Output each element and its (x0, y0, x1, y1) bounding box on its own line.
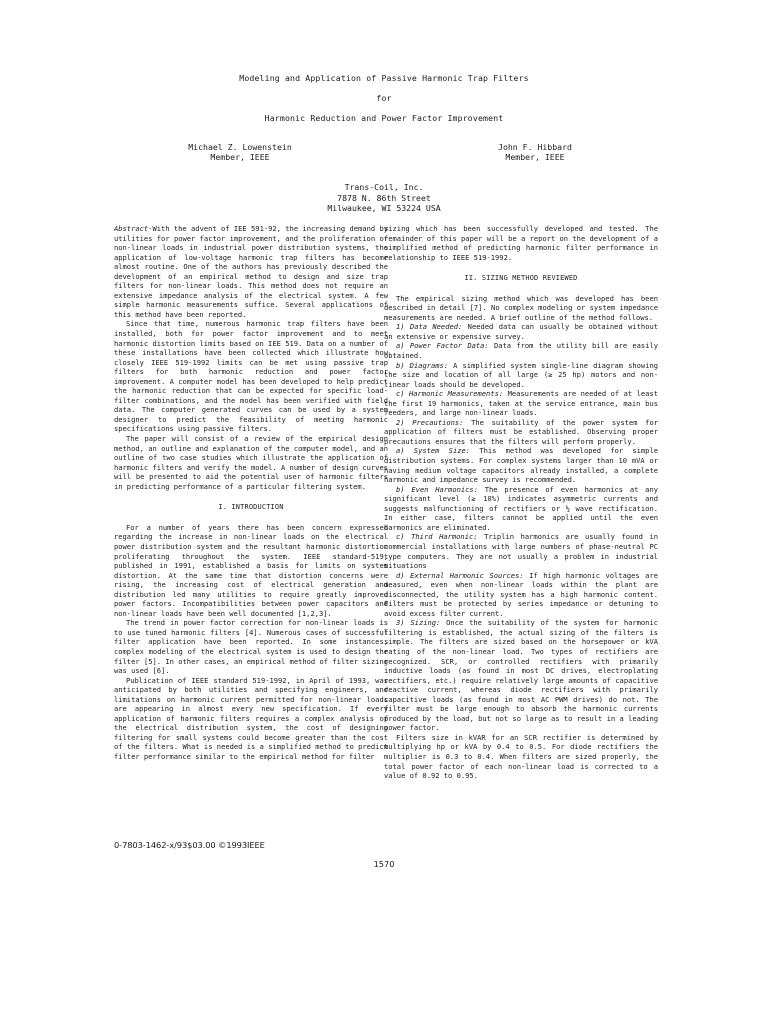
list-item-text: A simplified system single-line diagram showing the size and location of all large (≥ 25 hp) motors and non-linear loads should be developed. (384, 360, 659, 389)
list-item-text: This method was developed for simple distribution systems. For complex systems larger than 10 mVA or having medium voltage capacitors already installed, a complete harmonic and impedance survey is recommended. (384, 446, 658, 485)
author-block-2 (470, 142, 600, 162)
list-item-label: 3) Sizing: (396, 618, 441, 628)
list-item-label: 1) Data Needed: (396, 322, 463, 332)
continuation-paragraph: sizing which has been successfully developed and tested. The remainder of this paper will be a report on the development of a simplified method of predicting harmonic filter performance in relationship to IEEE 519-1992. (384, 224, 658, 262)
list-item-label: a) Power Factor Data: (396, 341, 489, 351)
left-column (114, 224, 388, 762)
final-paragraph: Filters size in kVAR for an SCR rectifier is determined by multiplying hp or kVA by 0.4 to 0.5. For diode rectifiers the multiplier is 0.3 to 0.4. When filters are sized properly, the total power factor of each non-linear load is corrected to a value of 0.92 to 0.95. (384, 732, 658, 781)
section-heading-introduction: I. INTRODUCTION (218, 503, 284, 512)
abstract-text: -With the advent of IEE 591-92, the increasing demand by utilities for power factor improvement, and the proliferation of non-linear loads in industrial power distribution systems, the application of low-voltage harmonic trap filters has become almost routine. One of the authors has previously described the development of an empirical method to design and size trap filters for non-linear loads. This method does not require an extensive impedance analysis of the electrical system. A few simple harmonic measurements suffice. Several applications of this method have been reported. (114, 224, 388, 319)
intro-paragraph-3: Publication of IEEE standard 519-1992, in April of 1993, was anticipated by both utilities and specifying engineers, and limitations on harmonic current permitted for non-linear loads are appearing in almost every new specification. If every application of harmonic filters requires a complex analysis of the electrical distribution system, the cost of designing filtering for small systems could become greater than the cost of the filters. What is needed is a simplified method to predict filter performance similar to the empirical method for filter (114, 675, 388, 761)
list-item-text: If high harmonic voltages are measured, even when non-linear loads within the plant are disconnected, the utility system has a high harmonic content. Filters must be protected by series impedance or detuning to avoid excess filter current. (384, 570, 658, 618)
affiliation (0, 182, 768, 214)
list-item (384, 389, 658, 418)
list-item-label: b) Diagrams: (396, 360, 449, 370)
list-item-label: 2) Precautions: (396, 417, 464, 427)
list-item-label: b) Even Harmonics: (396, 484, 478, 494)
intro-paragraph-1: For a number of years there has been concern expressed regarding the increase in non-linear loads on the electrical power distribution system and the resultant harmonic distortion proliferating throughout the system. IEEE standard-519, published in 1991, established a basis for limits on system distortion. At the same time that distortion concerns were rising, the increasing cost of electrical generation and distribution led many utilities to require greatly improved power factors. Incompatibilities between power capacitors and non-linear loads have been well documented [1,2,3]. (114, 522, 388, 618)
list-item-text: The suitability of the power system for application of filters must be established. Observing proper precautions ensures that the filters will perform properly. (384, 417, 658, 446)
right-column (384, 224, 658, 781)
list-item-text: Triplin harmonics are usually found in commercial installations with large numbers of phase-neutral PC type computers. They are not usually a problem in industrial situations (384, 532, 658, 571)
section-heading-sizing-method: II. SIZING METHOD REVIEWED (464, 274, 578, 283)
sizing-intro-paragraph: The empirical sizing method which was developed has been described in detail [7]. No complex modeling or system impedance measurements are needed. A brief outline of the method follows. (384, 293, 658, 322)
paper-title-line-1: Modeling and Application of Passive Harmonic Trap Filters (239, 73, 529, 83)
list-item-text: The presence of even harmonics at any significant level (≥ 10%) indicates asymmetric currents and suggests malfunctioning of rectifiers or ½ wave rectification. In either case, filters cannot be applied until the even harmonics are eliminated. (384, 484, 658, 532)
list-item (384, 618, 658, 733)
list-item-label: c) Harmonic Measurements: (396, 389, 504, 399)
list-item (384, 341, 658, 360)
list-item (384, 322, 658, 341)
list-item-label: c) Third Harmonic: (396, 532, 478, 542)
list-item (384, 571, 658, 619)
abstract-paragraph-2: Since that time, numerous harmonic trap filters have been installed, both for power factor improvement and to meet harmonic distortion limits based on IEE 519. Data on a number of these installations have been collected which illustrate how closely IEEE 519-1992 limits can be met using passive trap filters for both harmonic reduction and power factor improvement. A computer model has been developed to help predict the harmonic reduction that can be expected for specific load-filter combinations, and the model has been verified with field data. The computer generated curves can be used by a system designer to predict the feasibility of meeting harmonic specifications using passive filters. (114, 319, 388, 434)
abstract-paragraph (114, 224, 388, 319)
list-item (384, 485, 658, 533)
affiliation-org: Trans-Coil, Inc. (344, 182, 424, 192)
abstract-label: Abstract (114, 224, 149, 233)
paper-title-line-3: Harmonic Reduction and Power Factor Improvement (264, 113, 504, 123)
copyright-line: 0-7803-1462-x/93$03.00 ©1993IEEE (114, 840, 265, 850)
list-item-text: Data from the utility bill are easily obtained. (384, 341, 659, 361)
list-item (384, 446, 658, 484)
author-role: Member, IEEE (505, 152, 565, 162)
list-item-text: Needed data can usually be obtained without an extensive or expensive survey. (384, 322, 659, 341)
intro-paragraph-2: The trend in power factor correction for non-linear loads is to use tuned harmonic filters [4]. Numerous cases of successful filter application have been reported. In some instances, complex modeling of the electrical system is used to design the filter [5]. In other cases, an empirical method of filter sizing was used [6]. (114, 618, 388, 676)
affiliation-street: 7878 N. 86th Street (337, 192, 431, 203)
list-item-label: a) System Size: (396, 446, 471, 456)
list-item (384, 532, 658, 570)
list-item-label: d) External Harmonic Sources: (396, 570, 524, 580)
list-item-text: Measurements are needed of at least the first 19 harmonics, taken at the service entrance, main bus feeders, and large non-linear loads. (384, 389, 658, 418)
author-role: Member, IEEE (210, 152, 270, 162)
author-name: John F. Hibbard (498, 142, 572, 152)
author-name: Michael Z. Lowenstein (188, 142, 292, 152)
author-block-1 (170, 142, 310, 162)
page-number: 1570 (373, 859, 395, 869)
abstract-paragraph-3: The paper will consist of a review of the empirical design method, an outline and explanation of the computer model, and an outline of two case studies which illustrate the application of harmonic filters and verify the model. A number of design curves will be presented to aid the potential user of harmonic filters in predicting performance of a particular filtering system. (114, 434, 388, 491)
affiliation-city: Milwaukee, WI 53224 USA (327, 203, 441, 213)
paper-title-line-2: for (376, 93, 392, 103)
list-item (384, 361, 658, 390)
list-item-text: Once the suitability of the system for harmonic filtering is established, the actual sizing of the filters is simple. The filters are sized based on the horsepower or kVA rating of the non-linear load. Two types of rectifiers are recognized. SCR, or controlled rectifiers with primarily inductive loads (as found in most DC drives, electroplating rectifiers, etc.) require relatively large amounts of capacitive reactive current, whereas diode rectifiers with primarily capacitive loads (as found in most AC PWM drives) do not. The filter must be large enough to absorb the harmonic currents produced by the load, but not so large as to result in a leading power factor. (384, 618, 658, 733)
list-item (384, 418, 658, 447)
